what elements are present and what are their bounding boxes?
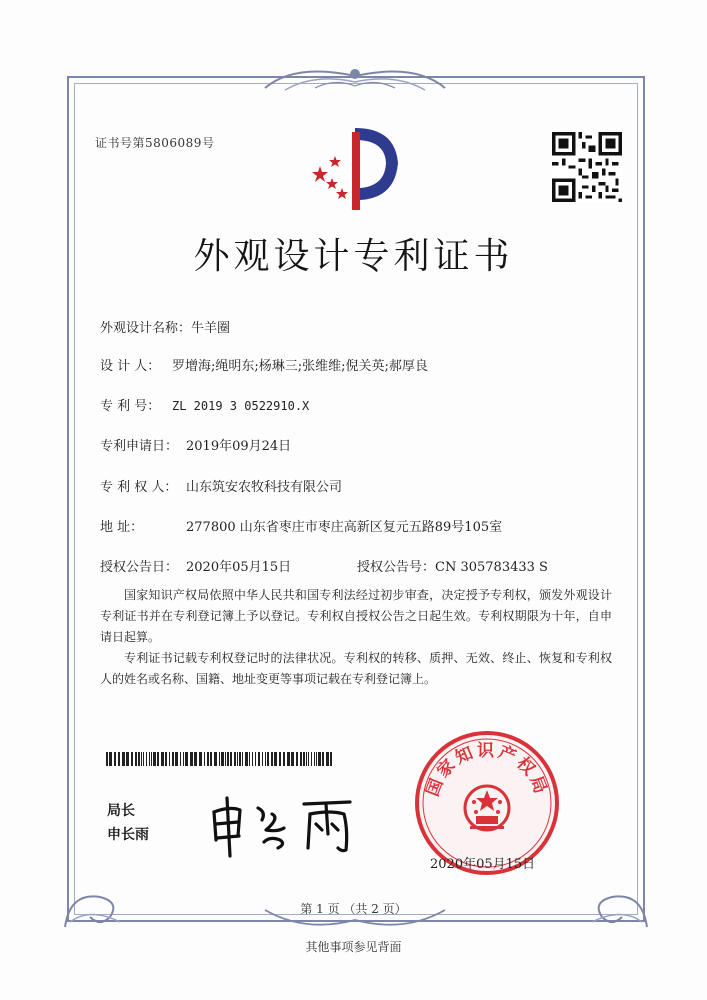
field-designers <box>100 355 428 374</box>
director-name: 申长雨 <box>107 827 149 843</box>
field-label: 专利申请日： <box>100 439 179 454</box>
field-design-name <box>100 317 230 336</box>
field-label: 授权公告号： <box>357 560 436 575</box>
corner-ornament-bl <box>60 862 140 932</box>
corner-ornament-br <box>572 862 652 932</box>
field-label: 专 利 号： <box>100 399 161 414</box>
field-value: ZL 2019 3 0522910.X <box>172 399 310 413</box>
field-label: 地 址： <box>100 520 144 535</box>
certificate-number: 证书号第5806089号 <box>95 136 215 150</box>
field-label: 外观设计名称： <box>100 321 192 336</box>
field-value: 277800 山东省枣庄市枣庄高新区复元五路89号105室 <box>186 520 503 535</box>
field-value: 2019年09月24日 <box>186 439 292 454</box>
field-value: 山东筑安农牧科技有限公司 <box>186 480 343 495</box>
director-title: 局长 <box>107 803 135 819</box>
field-value: 罗增海;绳明东;杨琳三;张维维;倪关英;郝厚良 <box>172 359 428 374</box>
field-patentee <box>100 476 342 495</box>
field-label: 专 利 权 人： <box>100 480 178 495</box>
field-address <box>100 516 502 535</box>
director-signature-icon <box>200 790 370 860</box>
certificate-title: 外观设计专利证书 <box>193 236 514 277</box>
barcode-icon <box>106 752 334 766</box>
field-patent-number <box>100 395 309 414</box>
qr-code-icon <box>552 132 622 202</box>
field-value: CN 305783433 S <box>435 560 548 575</box>
svg-text:国家知识产权局: 国家知识产权局 <box>422 740 552 800</box>
field-grant-pub-number <box>357 556 548 575</box>
seal-date: 2020年05月15日 <box>430 857 536 872</box>
field-label: 设 计 人： <box>100 359 161 374</box>
paragraph-legal-status: 专利证书记载专利权登记时的法律状况。专利权的转移、质押、无效、终止、恢复和专利权人的姓名或名称、国籍、地址变更等事项记载在专利登记簿上。 <box>100 651 612 686</box>
page-indicator: 第 1 页 （共 2 页） <box>300 902 407 916</box>
field-value: 2020年05月15日 <box>186 560 292 575</box>
field-label: 授权公告日： <box>100 560 179 575</box>
cnipa-logo-icon <box>300 118 410 218</box>
field-value: 牛羊圈 <box>191 321 231 336</box>
field-grant-pub-date <box>100 556 291 575</box>
paragraph-grant-statement: 国家知识产权局依照中华人民共和国专利法经过初步审查，决定授予专利权，颁发外观设计专利证书并在专利登记簿上予以登记。专利权自授权公告之日起生效。专利权期限为十年，自申请日起算。 <box>100 588 612 644</box>
field-filing-date <box>100 435 291 454</box>
top-ornament <box>255 58 455 98</box>
footer-note: 其他事项参见背面 <box>305 940 402 954</box>
